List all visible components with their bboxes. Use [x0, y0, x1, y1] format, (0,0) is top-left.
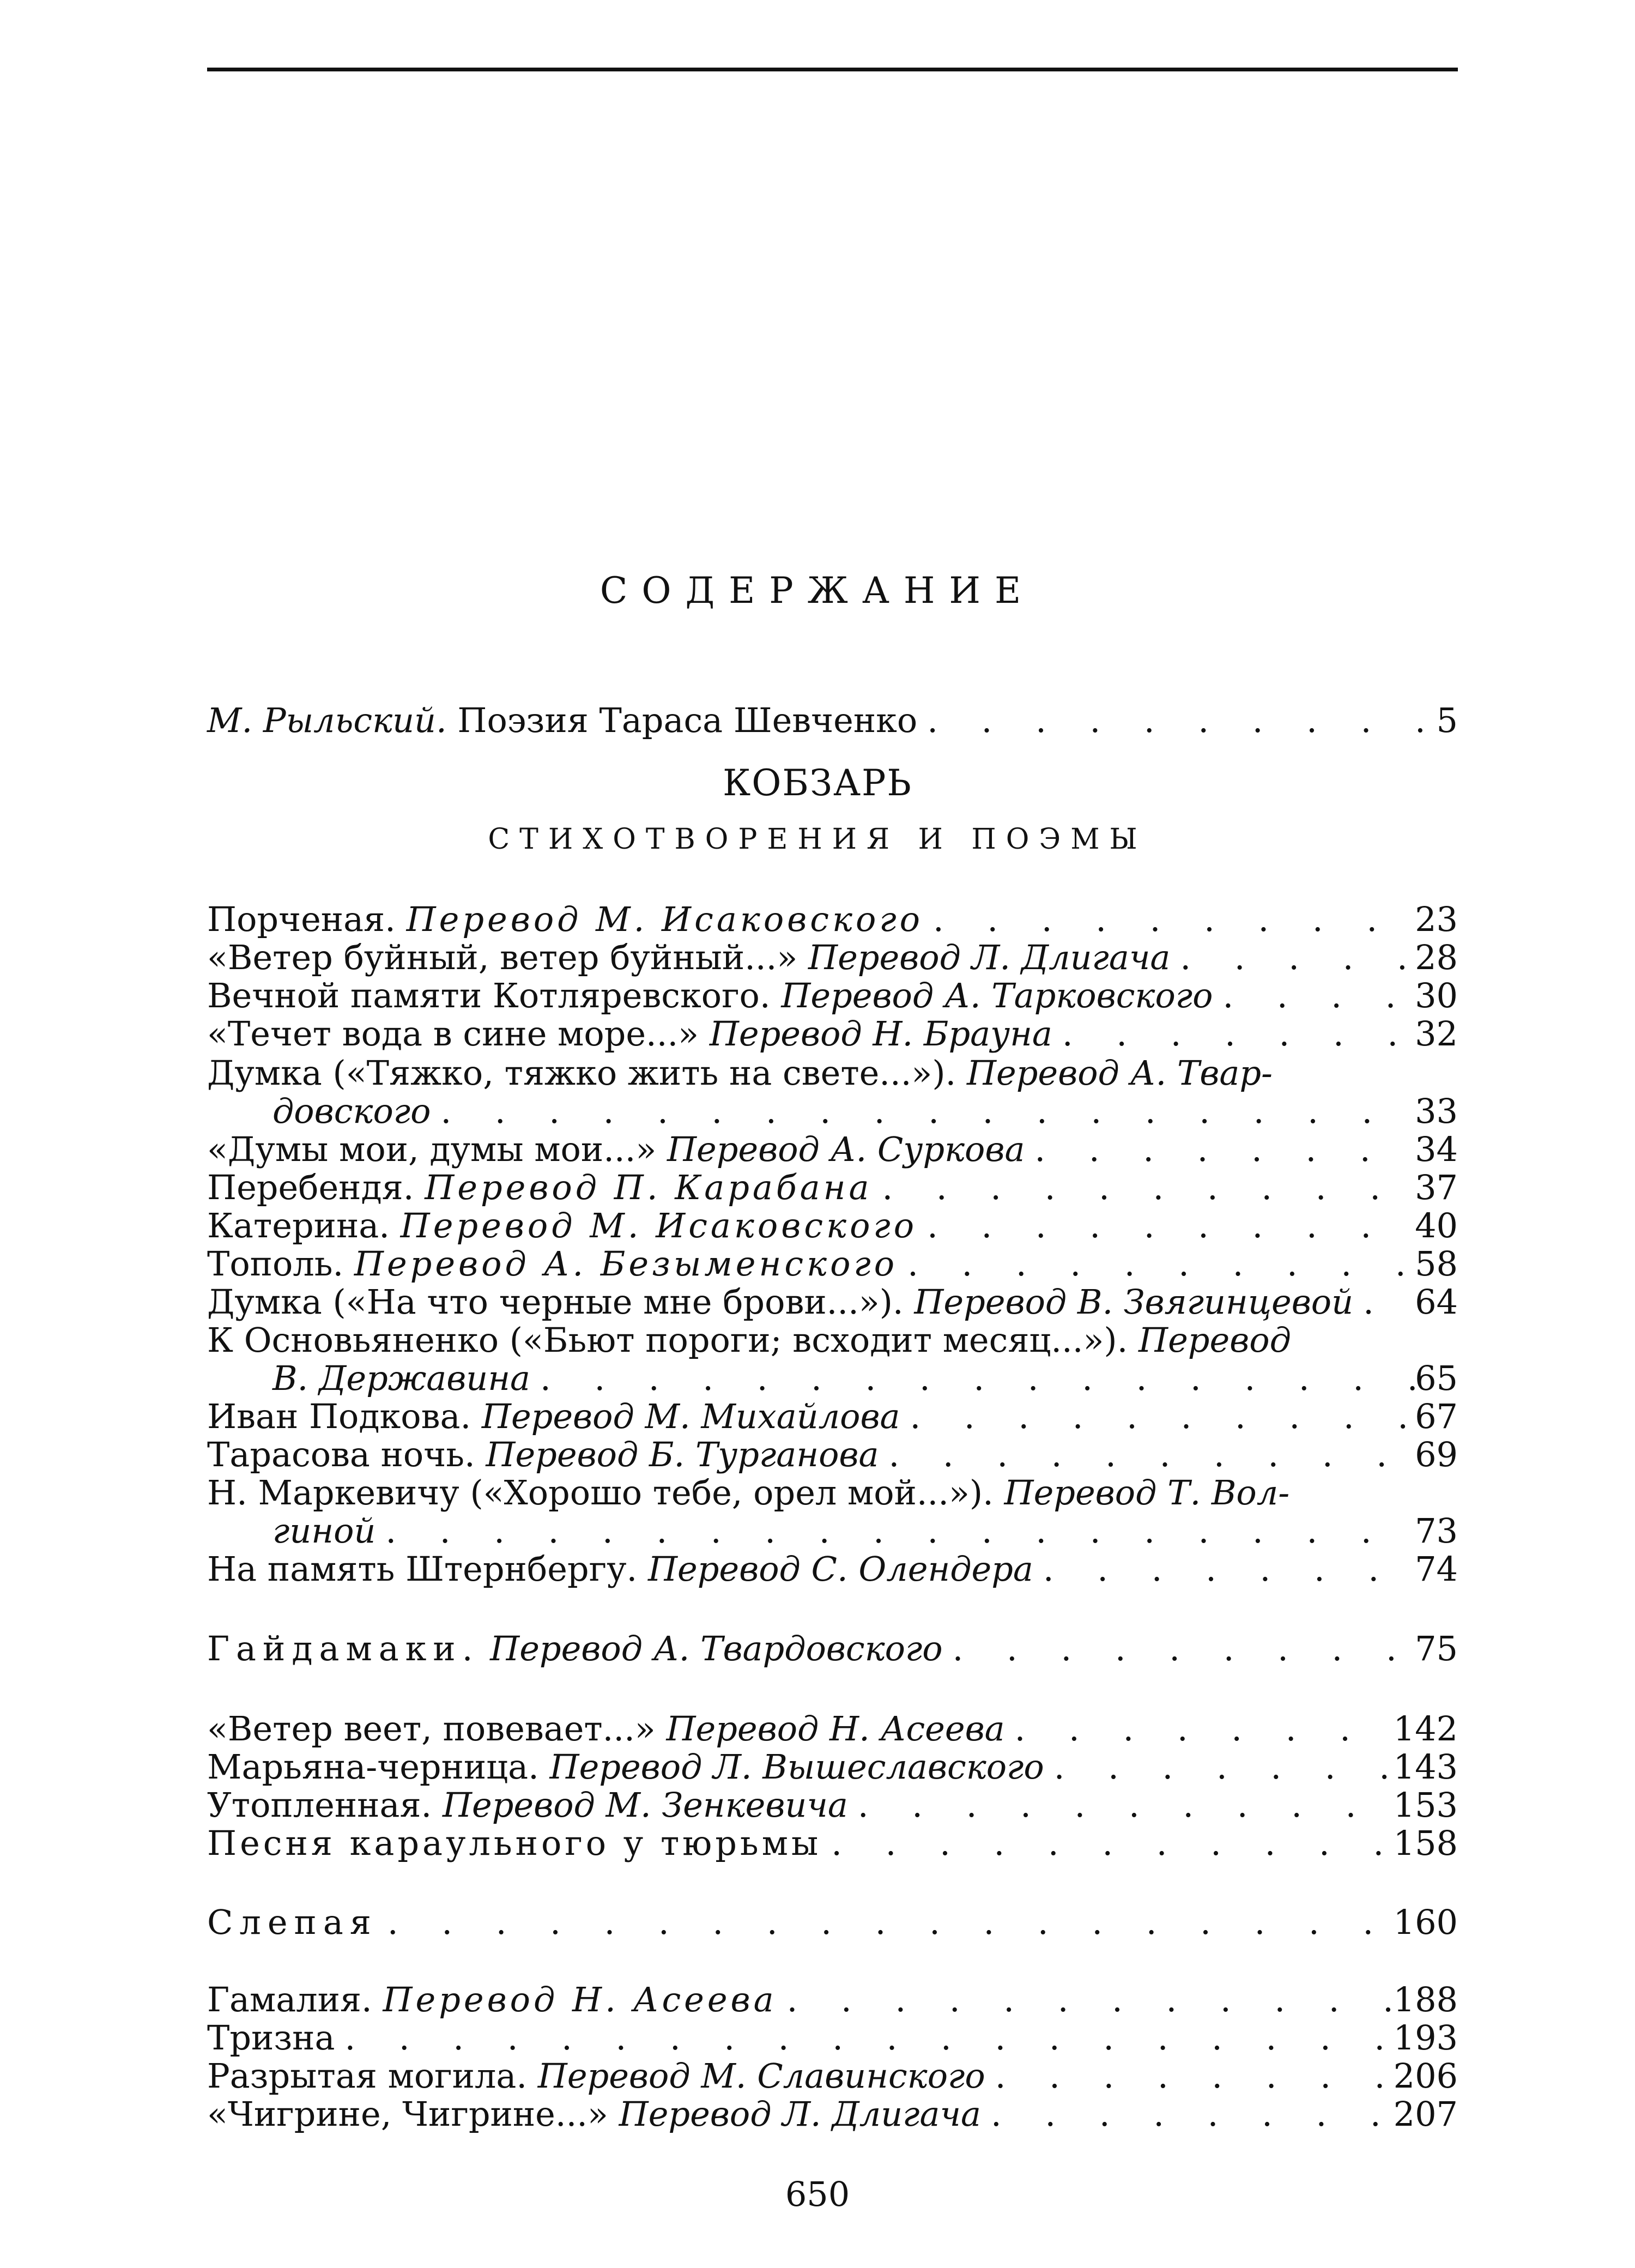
leader-dots [376, 1511, 1415, 1551]
entry-translator: Перевод А. Безыменского [354, 1244, 898, 1284]
entry-title: «Течет вода в сине море...» [207, 1014, 699, 1054]
page-number: 193 [1393, 2018, 1458, 2058]
entry-translator: Перевод А. Суркова [667, 1129, 1025, 1169]
toc-line [207, 1629, 1458, 1667]
entry-translator: Перевод М. Славинского [537, 2056, 985, 2096]
toc-line [207, 938, 1458, 976]
toc-line [207, 1320, 1458, 1358]
entry-title: Слепая [207, 1902, 378, 1942]
page-number: 160 [1393, 1902, 1458, 1942]
leader-dots [981, 2094, 1394, 2134]
page-title: СОДЕРЖАНИЕ [600, 570, 1036, 612]
entry-translator: Перевод С. Олендера [647, 1549, 1033, 1589]
entry-translator: Перевод [1139, 1320, 1291, 1360]
entry-translator: Перевод М. Исаковского [400, 1206, 918, 1245]
page-number: 30 [1415, 976, 1458, 1015]
toc-line [207, 1396, 1458, 1435]
toc-line [207, 1244, 1458, 1282]
entry-title: Думка («На что черные мне брови...»). [207, 1282, 904, 1322]
leader-dots [923, 899, 1415, 939]
toc-line [207, 2094, 1458, 2132]
entry-translator: Перевод М. Зенкевича [442, 1785, 848, 1825]
entry-translator: Перевод Л. Вышеславского [549, 1747, 1044, 1787]
leader-dots [917, 700, 1425, 740]
page-number: 206 [1393, 2056, 1458, 2096]
entry-title: Перебендя. [207, 1168, 414, 1207]
entry-title: Гайдамаки. [207, 1629, 480, 1668]
entry-title: К Основьяненко («Бьют пороги; всходит месяц...»). [207, 1320, 1128, 1360]
entry-title: Вечной памяти Котляревского. [207, 976, 771, 1015]
entry-title: Марьяна-черница. [207, 1747, 539, 1787]
toc-line [207, 1549, 1458, 1587]
entry-title: Думка («Тяжко, тяжко жить на свете...»). [207, 1053, 956, 1093]
toc-line [207, 1435, 1458, 1473]
leader-dots [1033, 1549, 1415, 1589]
entry-translator: Перевод Б. Турганова [486, 1435, 879, 1474]
leader-dots [335, 2018, 1393, 2058]
page-number: 58 [1415, 1244, 1458, 1284]
entry-title: Н. Маркевичу («Хорошо тебе, орел мой...»). [207, 1473, 994, 1513]
entry-translator: Перевод В. Звягинцевой [914, 1282, 1354, 1322]
page-number: 33 [1415, 1091, 1458, 1131]
toc-line [207, 1282, 1458, 1320]
leader-dots [1213, 976, 1415, 1015]
entry-translator: Перевод П. Карабана [425, 1168, 873, 1207]
toc-line-continuation [207, 1358, 1458, 1396]
entry-translator: Перевод А. Твар- [966, 1053, 1273, 1093]
leader-dots [1044, 1747, 1394, 1787]
leader-dots [1170, 938, 1415, 977]
leader-dots [898, 1244, 1415, 1284]
page-number: 69 [1415, 1435, 1458, 1474]
leader-dots [985, 2056, 1394, 2096]
entry-translator: Перевод Л. Длигача [619, 2094, 981, 2134]
leader-dots [1353, 1282, 1415, 1322]
entry-translator-cont: гиной [272, 1511, 376, 1551]
toc-line [207, 1129, 1458, 1168]
entry-title: «Думы мои, думы мои...» [207, 1129, 657, 1169]
page-number: 37 [1415, 1168, 1458, 1207]
page-number: 74 [1415, 1549, 1458, 1589]
leader-dots [900, 1396, 1415, 1436]
page-number: 28 [1415, 938, 1458, 977]
intro-author: М. Рыльский. [207, 700, 447, 740]
leader-dots [378, 1902, 1394, 1942]
entry-title: Тополь. [207, 1244, 344, 1284]
toc-line [207, 1747, 1458, 1785]
page-number: 153 [1393, 1785, 1458, 1825]
entry-title: «Чигрине, Чигрине...» [207, 2094, 608, 2134]
toc-line-continuation [207, 1091, 1458, 1129]
page-number: 64 [1415, 1282, 1458, 1322]
toc-line [207, 1206, 1458, 1244]
page-number: 32 [1415, 1014, 1458, 1054]
leader-dots [872, 1168, 1415, 1207]
leader-dots [431, 1091, 1415, 1131]
entry-translator: Перевод Л. Длигача [808, 938, 1171, 977]
intro-title: Поэзия Тараса Шевченко [457, 700, 918, 740]
leader-dots [917, 1206, 1415, 1245]
entry-title: Гамалия. [207, 1980, 372, 2019]
subsection-title: СТИХОТВОРЕНИЯ И ПОЭМЫ [488, 823, 1147, 856]
toc-line [207, 700, 1458, 739]
page-number: 65 [1415, 1358, 1458, 1398]
leader-dots [1025, 1129, 1415, 1169]
leader-dots [530, 1358, 1415, 1398]
entry-title: Песня караульного у тюрьмы [207, 1823, 822, 1863]
toc-line [207, 1709, 1458, 1747]
toc-line [207, 1785, 1458, 1823]
toc-line [207, 1053, 1458, 1091]
entry-translator: Перевод А. Тарковского [781, 976, 1213, 1015]
leader-dots [1005, 1709, 1394, 1749]
toc-line [207, 1473, 1458, 1511]
section-title: КОБЗАРЬ [723, 762, 912, 804]
entry-title: Тризна [207, 2018, 335, 2058]
page-number: 207 [1393, 2094, 1458, 2134]
page-number: 188 [1393, 1980, 1458, 2019]
entry-title: Утопленная. [207, 1785, 432, 1825]
page-number: 73 [1415, 1511, 1458, 1551]
toc-line [207, 899, 1458, 938]
toc-line [207, 2056, 1458, 2094]
entry-title: Катерина. [207, 1206, 390, 1245]
leader-dots [821, 1823, 1393, 1863]
leader-dots [1052, 1014, 1415, 1054]
toc-line [207, 1823, 1458, 1861]
page-number: 143 [1393, 1747, 1458, 1787]
toc-line [207, 2018, 1458, 2056]
page-number: 40 [1415, 1206, 1458, 1245]
entry-title: «Ветер веет, повевает...» [207, 1709, 656, 1749]
leader-dots [943, 1629, 1415, 1668]
page-number: 23 [1415, 899, 1458, 939]
entry-translator-cont: довского [272, 1091, 431, 1131]
page-number: 34 [1415, 1129, 1458, 1169]
entry-translator: Перевод Н. Асеева [666, 1709, 1005, 1749]
toc-line [207, 1014, 1458, 1052]
toc-line [207, 1980, 1458, 2018]
entry-title: Иван Подкова. [207, 1396, 471, 1436]
toc-line [207, 976, 1458, 1014]
toc-line [207, 1902, 1458, 1940]
entry-translator-cont: В. Державина [272, 1358, 531, 1398]
page-number: 142 [1393, 1709, 1458, 1749]
page-folio: 650 [785, 2174, 850, 2214]
entry-translator: Перевод Н. Брауна [709, 1014, 1052, 1054]
entry-title: «Ветер буйный, ветер буйный...» [207, 938, 798, 977]
page-number: 158 [1393, 1823, 1458, 1863]
entry-translator: Перевод Н. Асеева [383, 1980, 777, 2019]
leader-dots [777, 1980, 1394, 2019]
entry-translator: Перевод А. Твардовского [490, 1629, 943, 1668]
page-number: 5 [1436, 700, 1458, 740]
toc-line [207, 1168, 1458, 1206]
page-number: 75 [1415, 1629, 1458, 1668]
leader-dots [848, 1785, 1394, 1825]
leader-dots [879, 1435, 1415, 1474]
entry-title: Тарасова ночь. [207, 1435, 475, 1474]
entry-title: Разрытая могила. [207, 2056, 528, 2096]
entry-translator: Перевод М. Исаковского [406, 899, 923, 939]
entry-title: На память Штернбергу. [207, 1549, 638, 1589]
page-number: 67 [1415, 1396, 1458, 1436]
toc-line-continuation [207, 1511, 1458, 1549]
top-rule [207, 68, 1458, 71]
entry-translator: Перевод М. Михайлова [481, 1396, 900, 1436]
entry-title: Порченая. [207, 899, 396, 939]
entry-translator: Перевод Т. Вол- [1004, 1473, 1290, 1513]
